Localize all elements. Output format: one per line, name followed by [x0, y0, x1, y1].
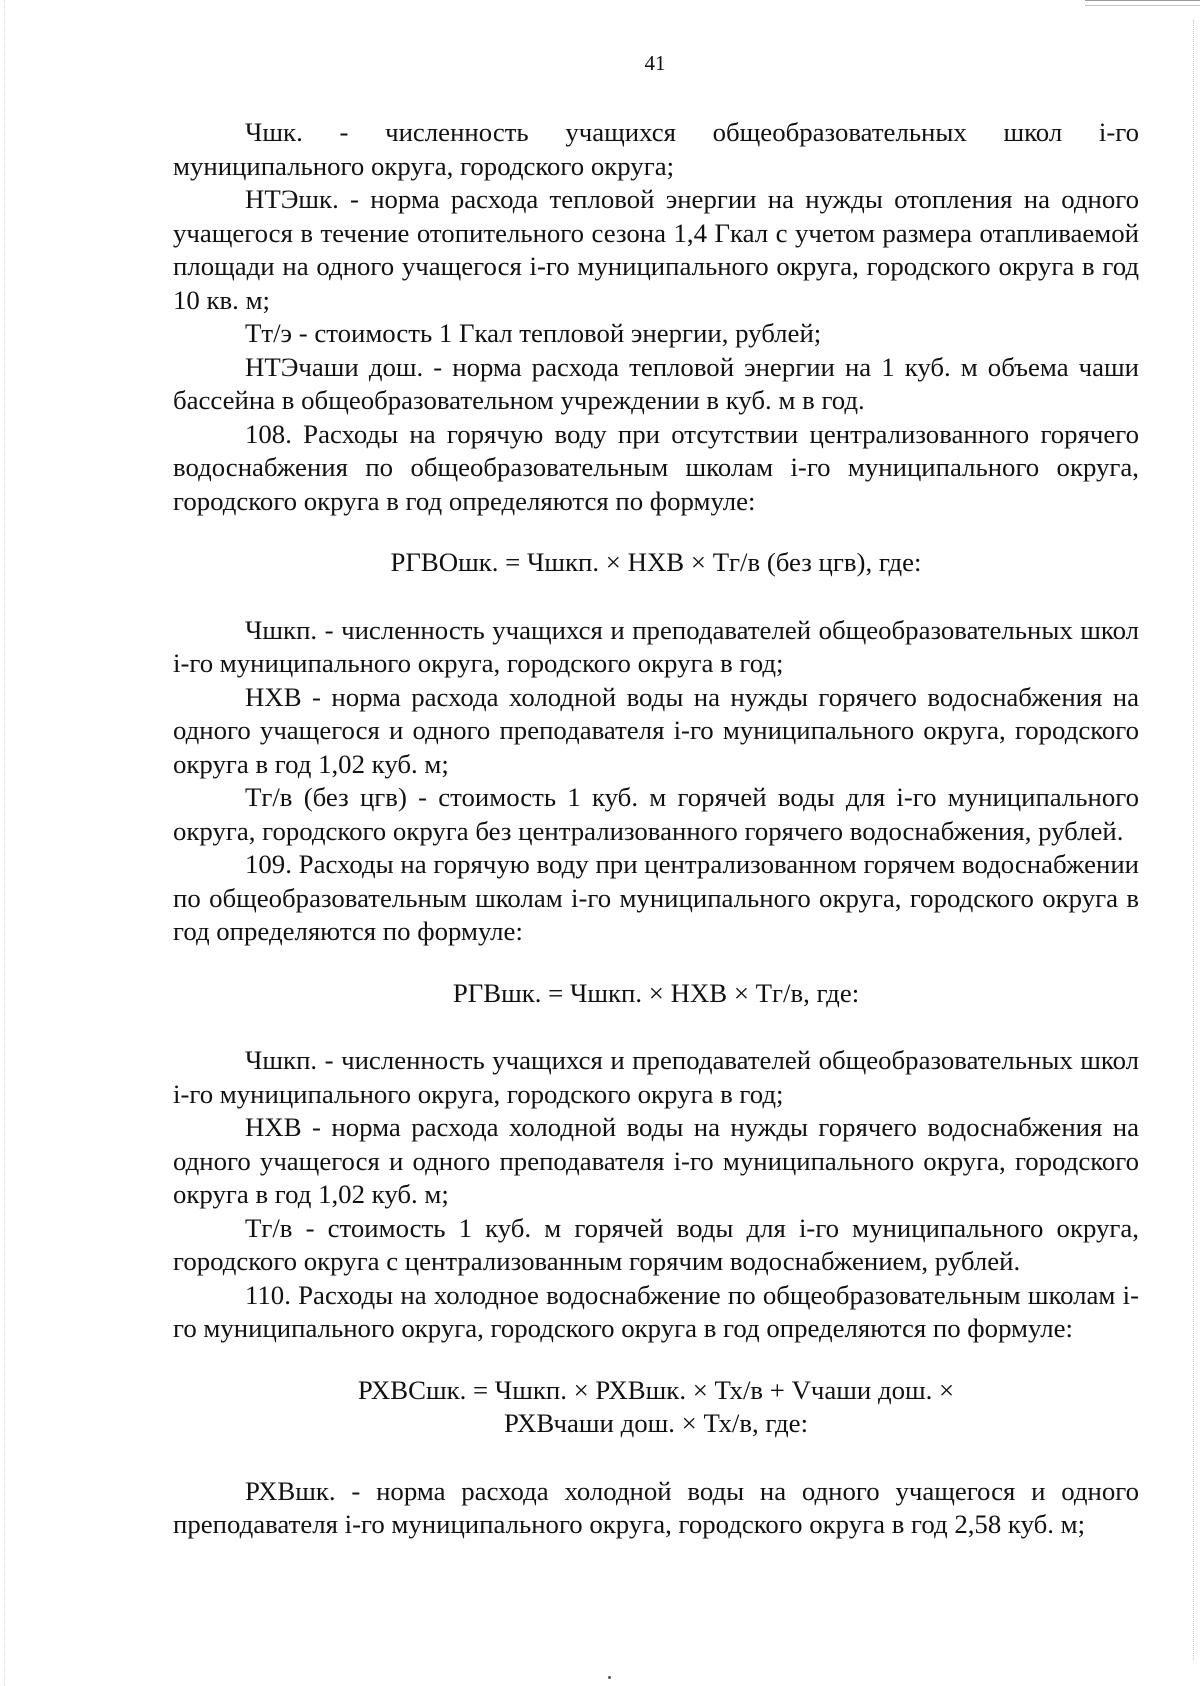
scan-edge-left: [4, 0, 5, 1686]
formula-rgvoshk: [173, 546, 1139, 580]
formula-line-2: РХВчаши дош. × Тх/в, где:: [503, 1408, 809, 1438]
paragraph-nhv-definition: НХВ - норма расхода холодной воды на нужды горячего водоснабжения на одного учащегося и одного преподавателя i-го муниципального округа, городского округа в год 1,02 куб. м;: [173, 681, 1139, 779]
paragraph-tte-definition: Тт/э - стоимость 1 Гкал тепловой энергии, рублей;: [245, 318, 822, 348]
paragraph-chshk-definition: Чшк. - численность учащихся общеобразовательных школ i-го муниципального округа, городского округа;: [173, 117, 1139, 181]
paragraph-chshkp-definition: Чшкп. - численность учащихся и преподавателей общеобразовательных школ i-го муниципального округа, городского округа в год;: [173, 614, 1139, 678]
formula-line: РГВшк. = Чшкп. × НХВ × Тг/в, где:: [452, 977, 860, 1008]
scan-edge-right: [1193, 20, 1194, 1660]
scan-edge-top: [1085, 0, 1200, 6]
scan-speck: [608, 1676, 611, 1679]
formula-rgvshk: [173, 977, 1139, 1011]
formula-line: РГВОшк. = Чшкп. × НХВ × Тг/в (без цгв), где:: [390, 547, 922, 577]
paragraph-chshkp-definition-2: Чшкп. - численность учащихся и преподавателей общеобразовательных школ i-го муниципального округа, городского округа в год;: [173, 1045, 1139, 1109]
paragraph-nteshk-definition: НТЭшк. - норма расхода тепловой энергии на нужды отопления на одного учащегося в течение отопительного сезона 1,4 Гкал с учетом размера отапливаемой площади на одного учащегося i-го муниципального округа, городского округа в год 10 кв. м;: [173, 184, 1139, 315]
paragraph-tgv-definition: Тг/в - стоимость 1 куб. м горячей воды для i-го муниципального округа, городского округа с централизованным горячим водоснабжением, рублей.: [173, 1212, 1139, 1276]
document-body: [173, 116, 1139, 1542]
paragraph-tgv-no-cgv-definition: Тг/в (без цгв) - стоимость 1 куб. м горячей воды для i-го муниципального округа, городского округа без централизованного горячего водоснабжения, рублей.: [173, 782, 1139, 846]
paragraph-nhv-definition-2: НХВ - норма расхода холодной воды на нужды горячего водоснабжения на одного учащегося и одного преподавателя i-го муниципального округа, городского округа в год 1,02 куб. м;: [173, 1112, 1139, 1209]
formula-line-1: РХВСшк. = Чшкп. × РХВшк. × Тх/в + Vчаши дош. ×: [357, 1374, 955, 1405]
page-number: 41: [644, 51, 666, 75]
formula-rhvsshk: [173, 1374, 1139, 1441]
paragraph-item-108: 108. Расходы на горячую воду при отсутствии централизованного горячего водоснабжения по общеобразовательным школам i-го муниципального округа, городского округа в год определяются по формуле:: [173, 418, 1139, 516]
paragraph-ntechashi-definition: НТЭчаши дош. - норма расхода тепловой энергии на 1 куб. м объема чаши бассейна в общеобразовательном учреждении в куб. м в год.: [173, 351, 1139, 415]
paragraph-item-110: 110. Расходы на холодное водоснабжение по общеобразовательным школам i-го муниципального округа, городского округа в год определяются по формуле:: [173, 1279, 1139, 1343]
paragraph-rhvshk-definition: РХВшк. - норма расхода холодной воды на одного учащегося и одного преподавателя i-го муниципального округа, городского округа в год 2,58 куб. м;: [173, 1475, 1139, 1539]
paragraph-item-109: 109. Расходы на горячую воду при централизованном горячем водоснабжении по общеобразовательным школам i-го муниципального округа, городского округа в год определяются по формуле:: [173, 849, 1139, 946]
